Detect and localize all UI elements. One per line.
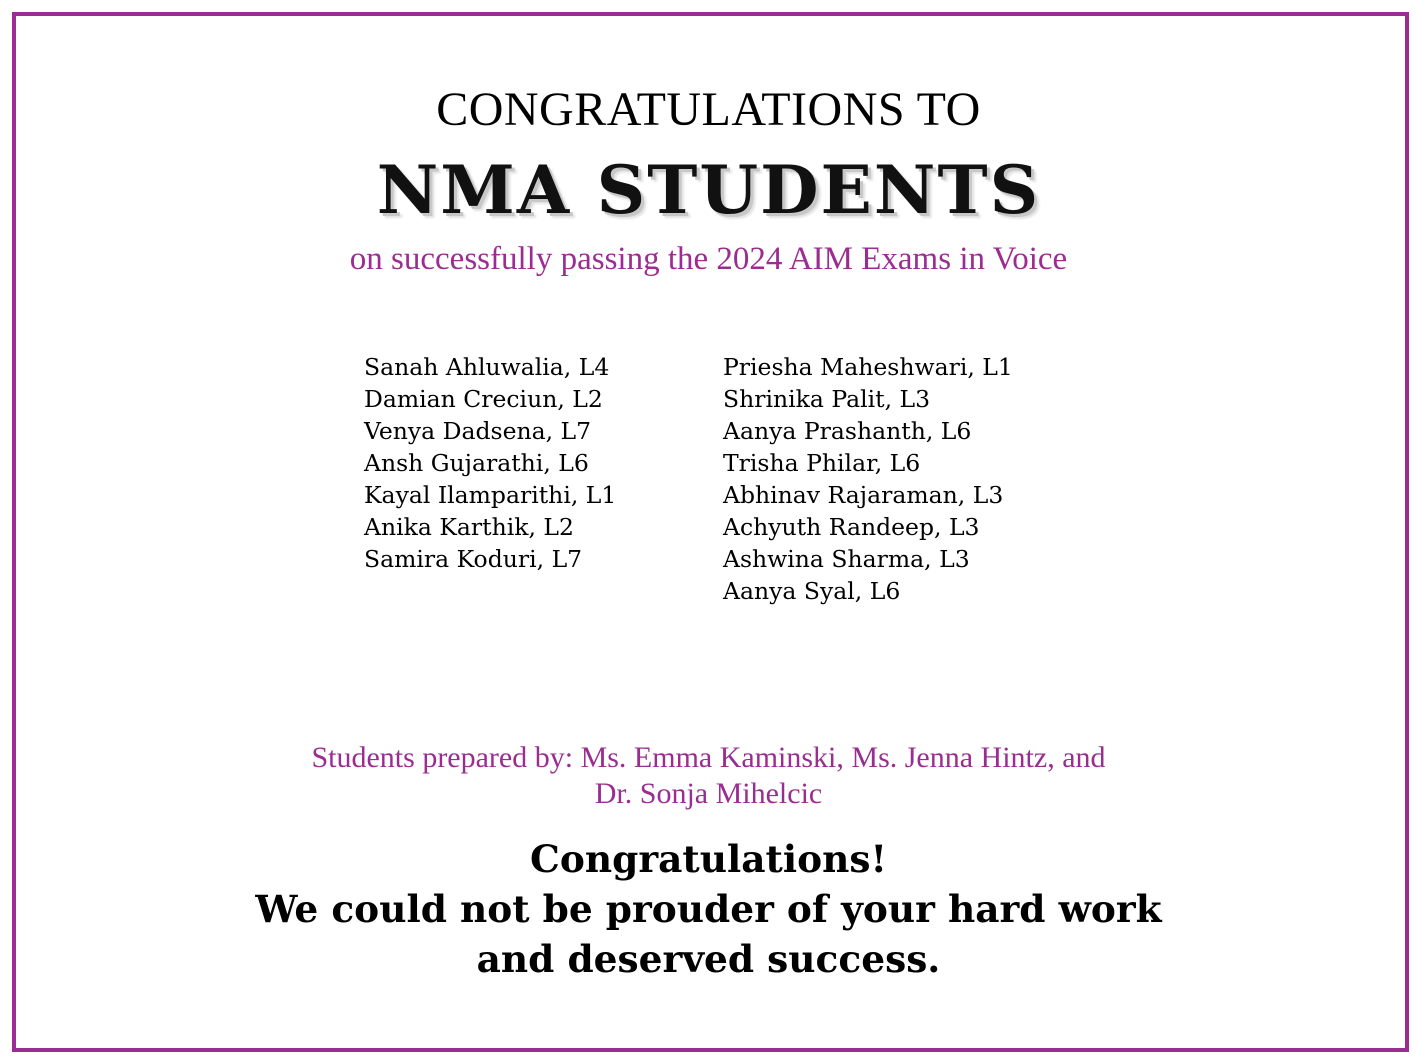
- list-item: Abhinav Rajaraman, L3: [723, 481, 1004, 509]
- list-item: Achyuth Randeep, L3: [723, 513, 980, 541]
- list-item: Trisha Philar, L6: [723, 449, 921, 477]
- closing-line-1: Congratulations!: [530, 837, 887, 881]
- list-item: Samira Koduri, L7: [364, 545, 583, 573]
- list-item: Aanya Prashanth, L6: [723, 417, 972, 445]
- list-item: Shrinika Palit, L3: [723, 385, 931, 413]
- heading-nma-students: NMA STUDENTS: [376, 151, 1041, 229]
- subtitle: on successfully passing the 2024 AIM Exams in Voice: [349, 241, 1068, 277]
- closing-message: [0, 834, 1417, 984]
- list-item: Ashwina Sharma, L3: [723, 545, 970, 573]
- heading-congratulations-to: CONGRATULATIONS TO: [436, 83, 981, 136]
- student-list-left: [364, 351, 616, 575]
- list-item: Ansh Gujarathi, L6: [364, 449, 589, 477]
- closing-line-3: and deserved success.: [476, 937, 941, 981]
- list-item: Priesha Maheshwari, L1: [723, 353, 1013, 381]
- prepared-by: [0, 740, 1417, 812]
- list-item: Sanah Ahluwalia, L4: [364, 353, 610, 381]
- list-item: Kayal Ilamparithi, L1: [364, 481, 617, 509]
- student-list-right: [723, 351, 1013, 607]
- list-item: Venya Dadsena, L7: [364, 417, 592, 445]
- list-item: Aanya Syal, L6: [723, 577, 901, 605]
- prepared-by-line-1: Students prepared by: Ms. Emma Kaminski, Ms. Jenna Hintz, and: [311, 741, 1106, 774]
- prepared-by-line-2: Dr. Sonja Mihelcic: [594, 777, 823, 810]
- closing-line-2: We could not be prouder of your hard work: [255, 887, 1162, 931]
- list-item: Damian Creciun, L2: [364, 385, 603, 413]
- list-item: Anika Karthik, L2: [364, 513, 574, 541]
